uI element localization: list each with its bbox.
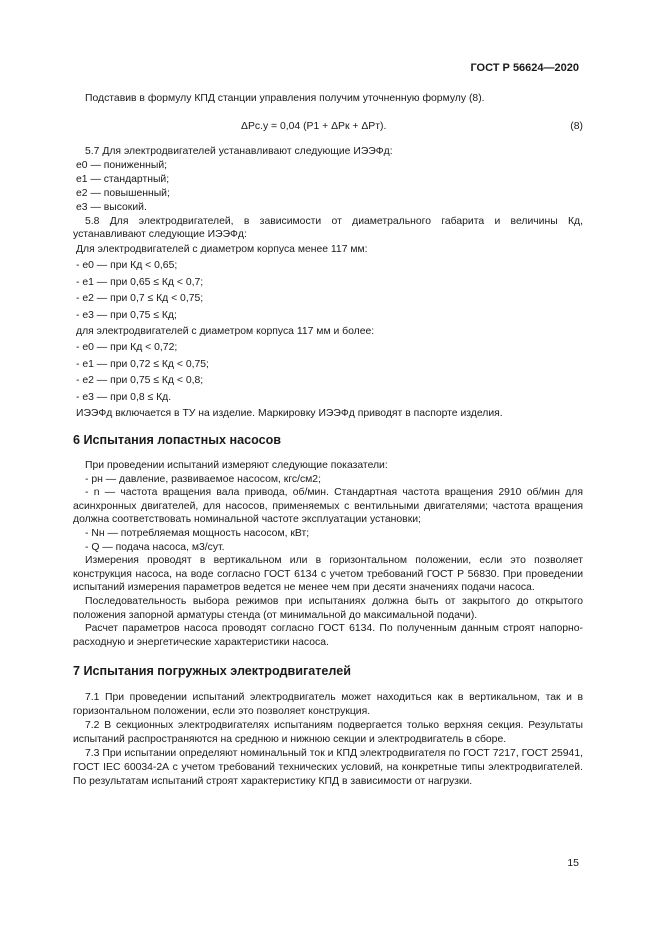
paragraph: Последовательность выбора режимов при испытаниях должна быть от закрытого до открытого положения запорной арматуры стенда (от минимальной до максимальной подачи). <box>73 595 583 621</box>
clause-5-8-title: 5.8 Для электродвигателей, в зависимости от диаметрального габарита и величины Кд, устанавливают следующие ИЭЭФд: <box>73 215 583 241</box>
formula-expression: ΔPс.у = 0,04 (P1 + ΔPк + ΔPт). <box>241 120 387 132</box>
list-item: - pн — давление, развиваемое насосом, кгс/см2; <box>85 473 321 485</box>
list-item: е0 — пониженный; <box>76 159 168 171</box>
paragraph: 7.1 При проведении испытаний электродвигатель может находиться как в вертикальном, так и в горизонтальном положении, если это позволяет конструкция. <box>73 691 583 717</box>
formula-intro: Подставив в формулу КПД станции управления получим уточненную формулу (8). <box>85 93 485 104</box>
list-item: - Q — подача насоса, м3/сут. <box>85 541 225 553</box>
paragraph: Расчет параметров насоса проводят согласно ГОСТ 6134. По полученным данным строят напорно-расходную и энергетические характеристики насоса. <box>73 623 583 648</box>
formula-number: (8) <box>570 120 583 132</box>
formula-8 <box>73 120 583 134</box>
paragraph: 7.2 В секционных электродвигателях испытаниям подвергается только верхняя секция. Результаты испытаний распространяются на среднюю и нижнюю секции и электродвигатель в сборе. <box>73 720 583 745</box>
list-item: - n — частота вращения вала привода, об/мин. Стандартная частота вращения 2910 об/мин для асинхронных двигателей, для насосов, применяемых с вентильными двигателями; частота вращения должна соответствовать номинальной частоте эксплуатации установки; <box>73 487 583 526</box>
list-item: - Nн — потребляемая мощность насосом, кВт; <box>85 528 310 539</box>
section-6-intro: При проведении испытаний измеряют следующие показатели: <box>85 460 388 472</box>
list-item: - е3 — при 0,8 ≤ Кд. <box>76 391 172 403</box>
document-header: ГОСТ Р 56624—2020 <box>470 62 579 74</box>
page-number: 15 <box>567 857 579 869</box>
clause-5-7-list <box>73 159 583 215</box>
list-item: е3 — высокий. <box>76 201 147 213</box>
section-6-heading: 6 Испытания лопастных насосов <box>73 433 282 448</box>
list-item: - е1 — при 0,72 ≤ Кд < 0,75; <box>76 358 209 370</box>
paragraph: Измерения проводят в вертикальном или в горизонтальном положении, если это позволяет конструкция насоса, на воде согласно ГОСТ 6134 с учетом требований ГОСТ Р 56830. При проведении испытаний измерения параметров ведется не менее чем при десяти значениях подачи насоса. <box>73 555 583 594</box>
section-7-body <box>73 691 583 788</box>
list-item: - е2 — при 0,7 ≤ Кд < 0,75; <box>76 293 204 305</box>
list-item: - е1 — при 0,65 ≤ Кд < 0,7; <box>76 276 204 288</box>
list-item: - е0 — при Кд < 0,65; <box>76 260 178 272</box>
section-7-heading: 7 Испытания погружных электродвигателей <box>73 664 351 679</box>
list-item: е2 — повышенный; <box>76 187 170 199</box>
list-item: - е2 — при 0,75 ≤ Кд < 0,8; <box>76 375 204 387</box>
list-item: - е3 — при 0,75 ≤ Кд; <box>76 309 177 321</box>
group1-title: Для электродвигателей с диаметром корпуса менее 117 мм: <box>76 243 368 255</box>
clause-5-8-closing: ИЭЭФд включается в ТУ на изделие. Маркировку ИЭЭФд приводят в паспорте изделия. <box>76 408 503 420</box>
clause-5-7-title: 5.7 Для электродвигателей устанавливают следующие ИЭЭФд: <box>85 146 393 158</box>
list-item: - е0 — при Кд < 0,72; <box>76 342 178 354</box>
paragraph: 7.3 При испытании определяют номинальный ток и КПД электродвигателя по ГОСТ 7217, ГОСТ 25941, ГОСТ IEC 60034-2А с учетом требований технических условий, на конкретные типы электродвигателей. По результатам испытаний строят характеристику КПД в зависимости от нагрузки. <box>73 748 583 787</box>
page-content <box>73 92 583 789</box>
group2-title: для электродвигателей с диаметром корпуса 117 мм и более: <box>76 326 375 337</box>
list-item: е1 — стандартный; <box>76 173 170 185</box>
